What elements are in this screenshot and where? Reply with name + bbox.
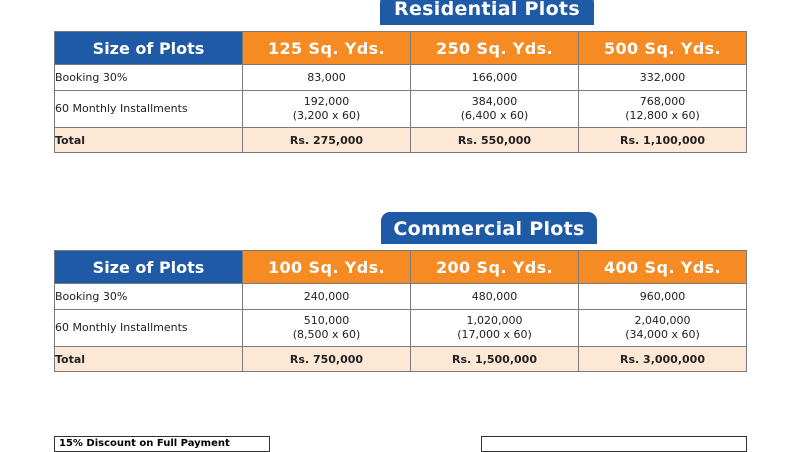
booking-row (55, 284, 747, 310)
installments-label: 60 Monthly Installments (55, 310, 243, 347)
installments-cell (243, 310, 411, 347)
total-label: Total (55, 347, 243, 372)
booking-value: 480,000 (411, 284, 579, 310)
installments-detail: (8,500 x 60) (292, 328, 361, 341)
installments-amount: 768,000 (639, 95, 686, 108)
installments-detail: (12,800 x 60) (625, 109, 700, 122)
footer-box (481, 436, 747, 452)
header-size-of-plots: Size of Plots (55, 32, 243, 65)
header-plot-size: 200 Sq. Yds. (411, 251, 579, 284)
installments-cell (579, 310, 747, 347)
total-value: Rs. 3,000,000 (579, 347, 747, 372)
total-value: Rs. 1,500,000 (411, 347, 579, 372)
total-value: Rs. 750,000 (243, 347, 411, 372)
total-value: Rs. 550,000 (411, 128, 579, 153)
installments-detail: (17,000 x 60) (457, 328, 532, 341)
installments-detail: (3,200 x 60) (292, 109, 361, 122)
table-header-row (55, 251, 747, 284)
total-value: Rs. 1,100,000 (579, 128, 747, 153)
booking-label: Booking 30% (55, 284, 243, 310)
booking-label: Booking 30% (55, 65, 243, 91)
header-plot-size: 250 Sq. Yds. (411, 32, 579, 65)
installments-amount: 2,040,000 (634, 314, 691, 327)
booking-value: 83,000 (243, 65, 411, 91)
booking-value: 240,000 (243, 284, 411, 310)
header-plot-size: 400 Sq. Yds. (579, 251, 747, 284)
header-plot-size: 125 Sq. Yds. (243, 32, 411, 65)
discount-note: 15% Discount on Full Payment (54, 436, 270, 452)
installments-cell (579, 91, 747, 128)
commercial-plots-title: Commercial Plots (381, 212, 597, 244)
total-row (55, 128, 747, 153)
residential-price-table (54, 31, 747, 153)
installments-cell (411, 310, 579, 347)
total-label: Total (55, 128, 243, 153)
booking-value: 332,000 (579, 65, 747, 91)
installments-detail: (6,400 x 60) (460, 109, 529, 122)
installments-cell (243, 91, 411, 128)
installments-row (55, 91, 747, 128)
header-plot-size: 500 Sq. Yds. (579, 32, 747, 65)
total-value: Rs. 275,000 (243, 128, 411, 153)
booking-row (55, 65, 747, 91)
installments-amount: 192,000 (303, 95, 350, 108)
residential-plots-title: Residential Plots (380, 0, 594, 25)
installments-amount: 510,000 (303, 314, 350, 327)
header-size-of-plots: Size of Plots (55, 251, 243, 284)
table-header-row (55, 32, 747, 65)
total-row (55, 347, 747, 372)
commercial-price-table (54, 250, 747, 372)
installments-amount: 1,020,000 (466, 314, 523, 327)
installments-detail: (34,000 x 60) (625, 328, 700, 341)
installments-amount: 384,000 (471, 95, 518, 108)
booking-value: 166,000 (411, 65, 579, 91)
installments-row (55, 310, 747, 347)
installments-label: 60 Monthly Installments (55, 91, 243, 128)
header-plot-size: 100 Sq. Yds. (243, 251, 411, 284)
booking-value: 960,000 (579, 284, 747, 310)
installments-cell (411, 91, 579, 128)
